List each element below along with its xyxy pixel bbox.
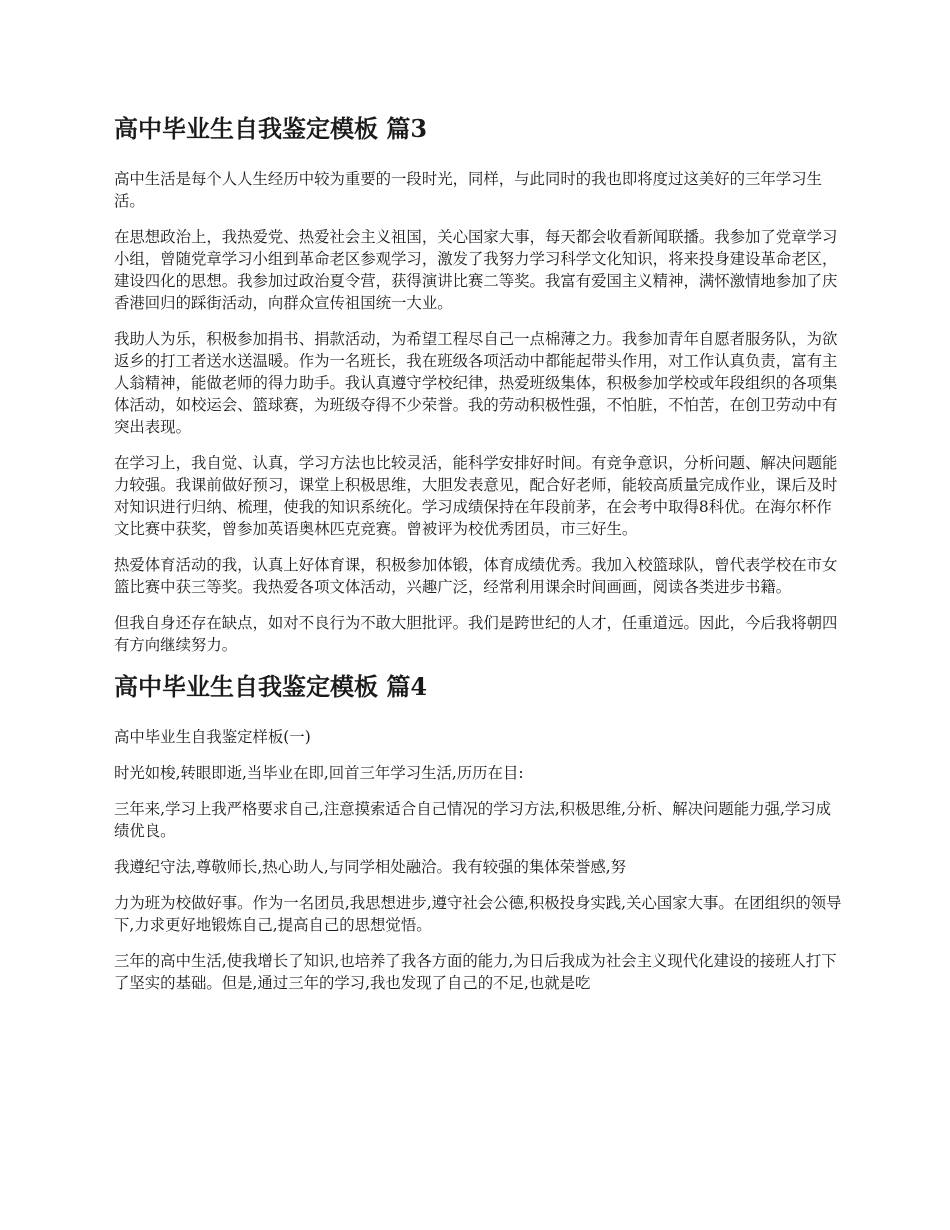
section-heading-3: 高中毕业生自我鉴定模板 篇3 bbox=[114, 114, 428, 143]
paragraph: 在学习上，我自觉、认真，学习方法也比较灵活，能科学安排好时间。有竞争意识，分析问题、解决问题能力较强。我课前做好预习，课堂上积极思维，大胆发表意见，配合好老师，能较高质量完成作业，课后及时对知识进行归纳、梳理，使我的知识系统化。学习成绩保持在年段前茅，在会考中取得8科优。在海尔杯作文比赛中获奖，曾参加英语奥林匹克竞赛。曾被评为校优秀团员，市三好生。 bbox=[114, 454, 838, 538]
paragraph: 时光如梭,转眼即逝,当毕业在即,回首三年学习生活,历历在目: bbox=[114, 764, 524, 782]
document-page bbox=[114, 112, 844, 1008]
paragraph: 我助人为乐，积极参加捐书、捐款活动，为希望工程尽自己一点棉薄之力。我参加青年自愿者服务队，为欲返乡的打工者送水送温暖。作为一名班长，我在班级各项活动中都能起带头作用，对工作认真负责，富有主人翁精神，能做老师的得力助手。我认真遵守学校纪律，热爱班级集体，积极参加学校或年段组织的各项集体活动，如校运会、篮球赛，为班级夺得不少荣誉。我的劳动积极性强，不怕脏，不怕苦，在创卫劳动中有突出表现。 bbox=[114, 330, 838, 436]
paragraph: 但我自身还存在缺点，如对不良行为不敢大胆批评。我们是跨世纪的人才，任重道远。因此，今后我将朝四有方向继续努力。 bbox=[114, 614, 838, 654]
paragraph: 热爱体育活动的我，认真上好体育课，积极参加体锻，体育成绩优秀。我加入校篮球队，曾代表学校在市女篮比赛中获三等奖。我热爱各项文体活动，兴趣广泛，经常利用课余时间画画，阅读各类进步书籍。 bbox=[114, 556, 838, 596]
paragraph: 在思想政治上，我热爱党、热爱社会主义祖国，关心国家大事，每天都会收看新闻联播。我参加了党章学习小组，曾随党章学习小组到革命老区参观学习，激发了我努力学习科学文化知识，将来投身建设革命老区，建设四化的思想。我参加过政治夏令营，获得演讲比赛二等奖。我富有爱国主义精神，满怀激情地参加了庆香港回归的踩街活动，向群众宣传祖国统一大业。 bbox=[114, 228, 838, 312]
paragraph: 高中生活是每个人人生经历中较为重要的一段时光，同样，与此同时的我也即将度过这美好的三年学习生活。 bbox=[114, 170, 822, 210]
paragraph: 力为班为校做好事。作为一名团员,我思想进步,遵守社会公德,积极投身实践,关心国家大事。在团组织的领导下,力求更好地锻炼自己,提高自己的思想觉悟。 bbox=[114, 894, 842, 934]
section-heading-4: 高中毕业生自我鉴定模板 篇4 bbox=[114, 672, 428, 701]
paragraph: 高中毕业生自我鉴定样板(一) bbox=[114, 728, 311, 746]
paragraph: 三年来,学习上我严格要求自己,注意摸索适合自己情况的学习方法,积极思维,分析、解决问题能力强,学习成绩优良。 bbox=[114, 800, 832, 840]
paragraph: 三年的高中生活,使我增长了知识,也培养了我各方面的能力,为日后我成为社会主义现代化建设的接班人打下了坚实的基础。但是,通过三年的学习,我也发现了自己的不足,也就是吃 bbox=[114, 952, 837, 992]
paragraph: 我遵纪守法,尊敬师长,热心助人,与同学相处融洽。我有较强的集体荣誉感,努 bbox=[114, 858, 627, 876]
